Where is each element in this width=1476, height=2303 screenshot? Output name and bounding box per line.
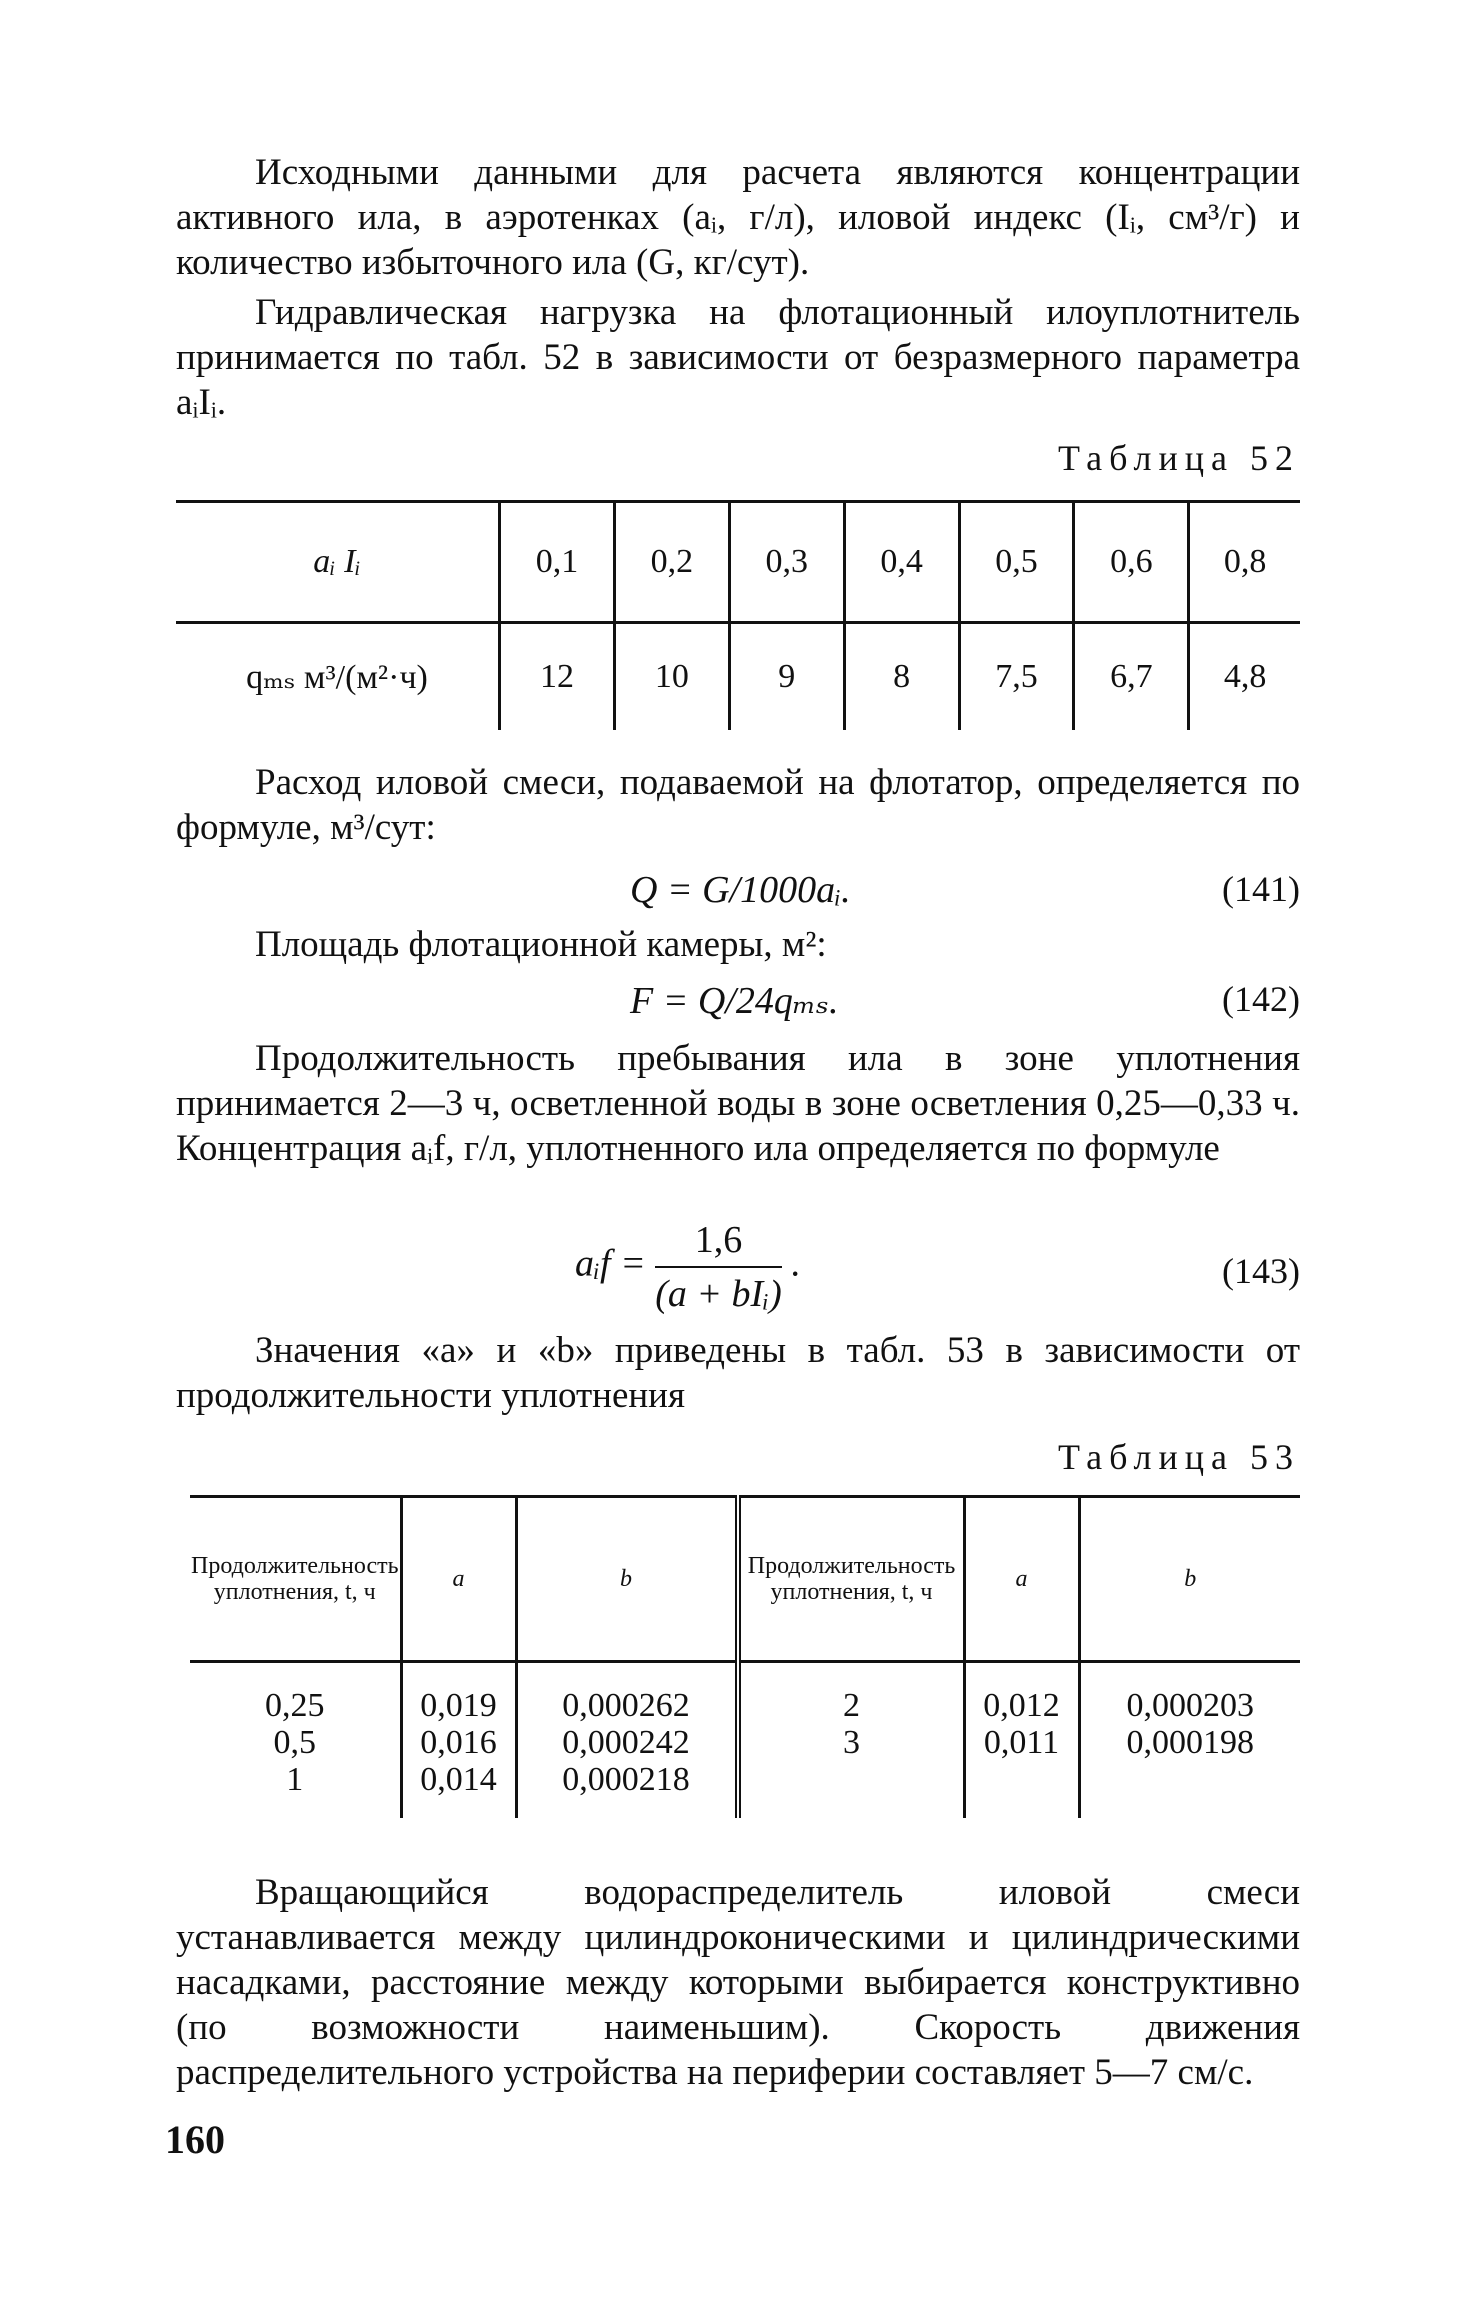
table-53-header-row bbox=[190, 1497, 1300, 1662]
formula-141: Q = G/1000aᵢ. bbox=[630, 869, 851, 911]
table-53-col-a-2 bbox=[964, 1662, 1079, 1819]
table-53-cell: 3 bbox=[843, 1724, 861, 1761]
table-52-header-row bbox=[176, 502, 1300, 623]
table-52-row-label: qₘₛ м³/(м²·ч) bbox=[246, 659, 428, 696]
table-52-header-cell: 0,2 bbox=[614, 502, 729, 623]
table-53-cell: 0,000198 bbox=[1126, 1724, 1255, 1761]
table-53-cell: 0,012 bbox=[983, 1687, 1060, 1724]
table-52-body-row bbox=[176, 623, 1300, 731]
table-53-cell: 1 bbox=[286, 1761, 304, 1798]
table-53-cell: 0,019 bbox=[420, 1687, 497, 1724]
formula-142: F = Q/24qₘₛ. bbox=[630, 980, 839, 1022]
table-52-cell: 12 bbox=[500, 623, 615, 731]
table-53-header-a-2: a bbox=[964, 1497, 1079, 1662]
table-53-header-b: b bbox=[516, 1497, 738, 1662]
formula-143-fraction bbox=[655, 1218, 782, 1316]
table-52-header-cell: 0,5 bbox=[959, 502, 1074, 623]
table-53 bbox=[190, 1495, 1300, 1818]
table-53-caption: Таблица 53 bbox=[1058, 1437, 1300, 1477]
table-53-col-duration-2 bbox=[738, 1662, 965, 1819]
table-52-cell: 9 bbox=[729, 623, 844, 731]
table-52-cell: 10 bbox=[614, 623, 729, 731]
table-53-cell: 0,000262 bbox=[562, 1687, 690, 1724]
table-52-header-label: aᵢ Iᵢ bbox=[176, 502, 500, 623]
table-53-header-duration: Продолжительность уплотнения, t, ч bbox=[190, 1497, 401, 1662]
table-53-col-b-2 bbox=[1079, 1662, 1300, 1819]
table-52-header-cell: 0,4 bbox=[844, 502, 959, 623]
formula-143-numerator: 1,6 bbox=[655, 1218, 782, 1268]
table-53-col-a bbox=[401, 1662, 516, 1819]
table-53-header-duration-2: Продолжительность уплотнения, t, ч bbox=[738, 1497, 965, 1662]
paragraph-values-ab: Значения «a» и «b» приведены в табл. 53 в зависимости от продолжительности уплотнения bbox=[176, 1330, 1300, 1416]
paragraph-distributor: Вращающийся водораспределитель иловой смеси устанавливается между цилиндроконическими и цилиндрическими насадками, расстояние между которыми выбирается конструктивно (по возможности наименьшим). Скорость движения распределительного устройства на периферии составляет 5—7 см/с. bbox=[176, 1872, 1300, 2093]
table-53-col-b bbox=[516, 1662, 738, 1819]
formula-143-lhs: aᵢf = bbox=[575, 1242, 646, 1285]
formula-142-number: (142) bbox=[1222, 979, 1300, 1019]
table-53-col-duration bbox=[190, 1662, 401, 1819]
table-52-header-cell: 0,1 bbox=[500, 502, 615, 623]
table-53-cell: 0,5 bbox=[273, 1724, 317, 1761]
formula-143-tail: . bbox=[791, 1242, 801, 1285]
table-52-cell: 4,8 bbox=[1189, 623, 1300, 731]
paragraph-duration: Продолжительность пребывания ила в зоне уплотнения принимается 2—3 ч, осветленной воды в зоне осветления 0,25—0,33 ч. Концентрация aᵢf, г/л, уплотненного ила определяется по формуле bbox=[176, 1038, 1300, 1169]
table-52-caption: Таблица 52 bbox=[1058, 438, 1300, 478]
page-number: 160 bbox=[165, 2117, 225, 2162]
table-52-header-cell: 0,6 bbox=[1074, 502, 1189, 623]
table-53-cell: 0,014 bbox=[420, 1761, 497, 1798]
table-53-cell: 0,25 bbox=[265, 1687, 325, 1724]
paragraph-hydraulic-load: Гидравлическая нагрузка на флотационный илоуплотнитель принимается по табл. 52 в зависимости от безразмерного параметра aᵢIᵢ. bbox=[176, 292, 1300, 423]
table-52-header-cell: 0,3 bbox=[729, 502, 844, 623]
paragraph-input-data: Исходными данными для расчета являются концентрации активного ила, в аэротенках (aᵢ, г/л), иловой индекс (Iᵢ, см³/г) и количество избыточного ила (G, кг/сут). bbox=[176, 152, 1300, 283]
formula-143-number: (143) bbox=[1222, 1251, 1300, 1291]
table-53-cell: 2 bbox=[843, 1687, 861, 1724]
table-52-header-cell: 0,8 bbox=[1189, 502, 1300, 623]
table-53-cell: 0,016 bbox=[420, 1724, 497, 1761]
table-53-header-b-2: b bbox=[1079, 1497, 1300, 1662]
formula-143-denominator: (a + bIᵢ) bbox=[655, 1273, 782, 1315]
table-53-body-row bbox=[190, 1662, 1300, 1819]
table-53-cell: 0,000203 bbox=[1126, 1687, 1255, 1724]
table-53-cell: 0,000218 bbox=[562, 1761, 690, 1798]
table-53-cell: 0,000242 bbox=[562, 1724, 690, 1761]
table-52-cell: 6,7 bbox=[1074, 623, 1189, 731]
paragraph-chamber-area: Площадь флотационной камеры, м²: bbox=[255, 924, 827, 965]
table-53-header-a: a bbox=[401, 1497, 516, 1662]
formula-141-number: (141) bbox=[1222, 869, 1300, 909]
table-52-cell: 8 bbox=[844, 623, 959, 731]
paragraph-flow-rate: Расход иловой смеси, подаваемой на флотатор, определяется по формуле, м³/сут: bbox=[176, 762, 1300, 848]
table-53-cell: 0,011 bbox=[983, 1724, 1060, 1761]
formula-143 bbox=[575, 1218, 801, 1316]
table-52-cell: 7,5 bbox=[959, 623, 1074, 731]
table-52 bbox=[176, 500, 1300, 730]
